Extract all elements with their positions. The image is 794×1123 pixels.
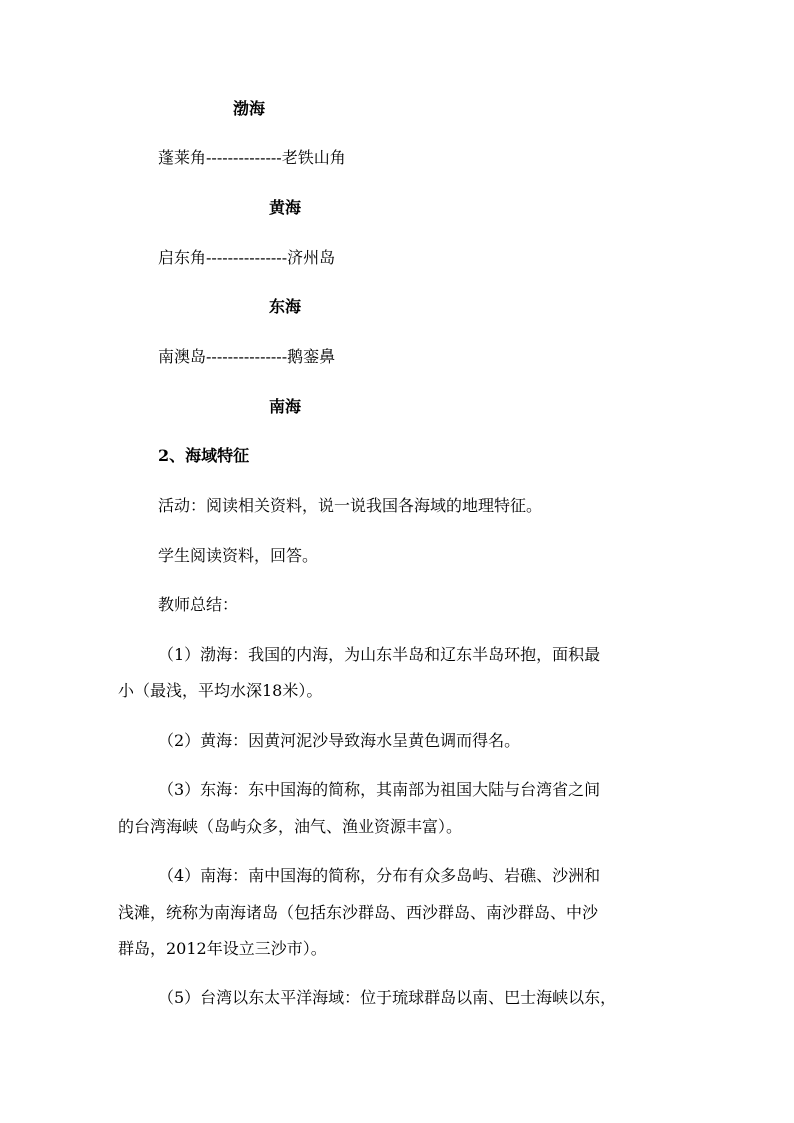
boundary-line-qidong-jizhou: 启东角---------------济州岛 xyxy=(158,248,336,267)
section-2-title: 2、海域特征 xyxy=(158,446,250,465)
boundary-line-nanao-eluanbi: 南澳岛---------------鹅銮鼻 xyxy=(158,347,336,366)
item-1-line-2: 小（最浅，平均水深18米）。 xyxy=(118,681,323,700)
teacher-summary-label: 教师总结： xyxy=(158,595,239,614)
item-1-line-1: （1）渤海：我国的内海，为山东半岛和辽东半岛环抱，面积最 xyxy=(158,645,601,664)
activity-paragraph: 活动：阅读相关资料，说一说我国各海域的地理特征。 xyxy=(158,496,543,515)
donghai-heading: 东海 xyxy=(269,297,302,316)
item-2-line-1: （2）黄海：因黄河泥沙导致海水呈黄色调而得名。 xyxy=(158,731,521,750)
item-4-line-2: 浅滩，统称为南海诸岛（包括东沙群岛、西沙群岛、南沙群岛、中沙 xyxy=(118,903,599,922)
item-5-line-1: （5）台湾以东太平洋海域：位于琉球群岛以南、巴士海峡以东， xyxy=(158,988,617,1007)
item-4-line-3: 群岛，2012年设立三沙市）。 xyxy=(118,939,327,958)
bohai-heading: 渤海 xyxy=(233,99,266,118)
huanghai-heading: 黄海 xyxy=(269,198,302,217)
boundary-line-penglai-laotieshan: 蓬莱角--------------老铁山角 xyxy=(158,148,346,167)
student-response-paragraph: 学生阅读资料，回答。 xyxy=(158,546,319,565)
nanhai-heading: 南海 xyxy=(269,397,302,416)
item-3-line-1: （3）东海：东中国海的简称，其南部为祖国大陆与台湾省之间 xyxy=(158,780,601,799)
item-4-line-1: （4）南海：南中国海的简称，分布有众多岛屿、岩礁、沙洲和 xyxy=(158,866,601,885)
item-3-line-2: 的台湾海峡（岛屿众多，油气、渔业资源丰富）。 xyxy=(118,817,463,836)
